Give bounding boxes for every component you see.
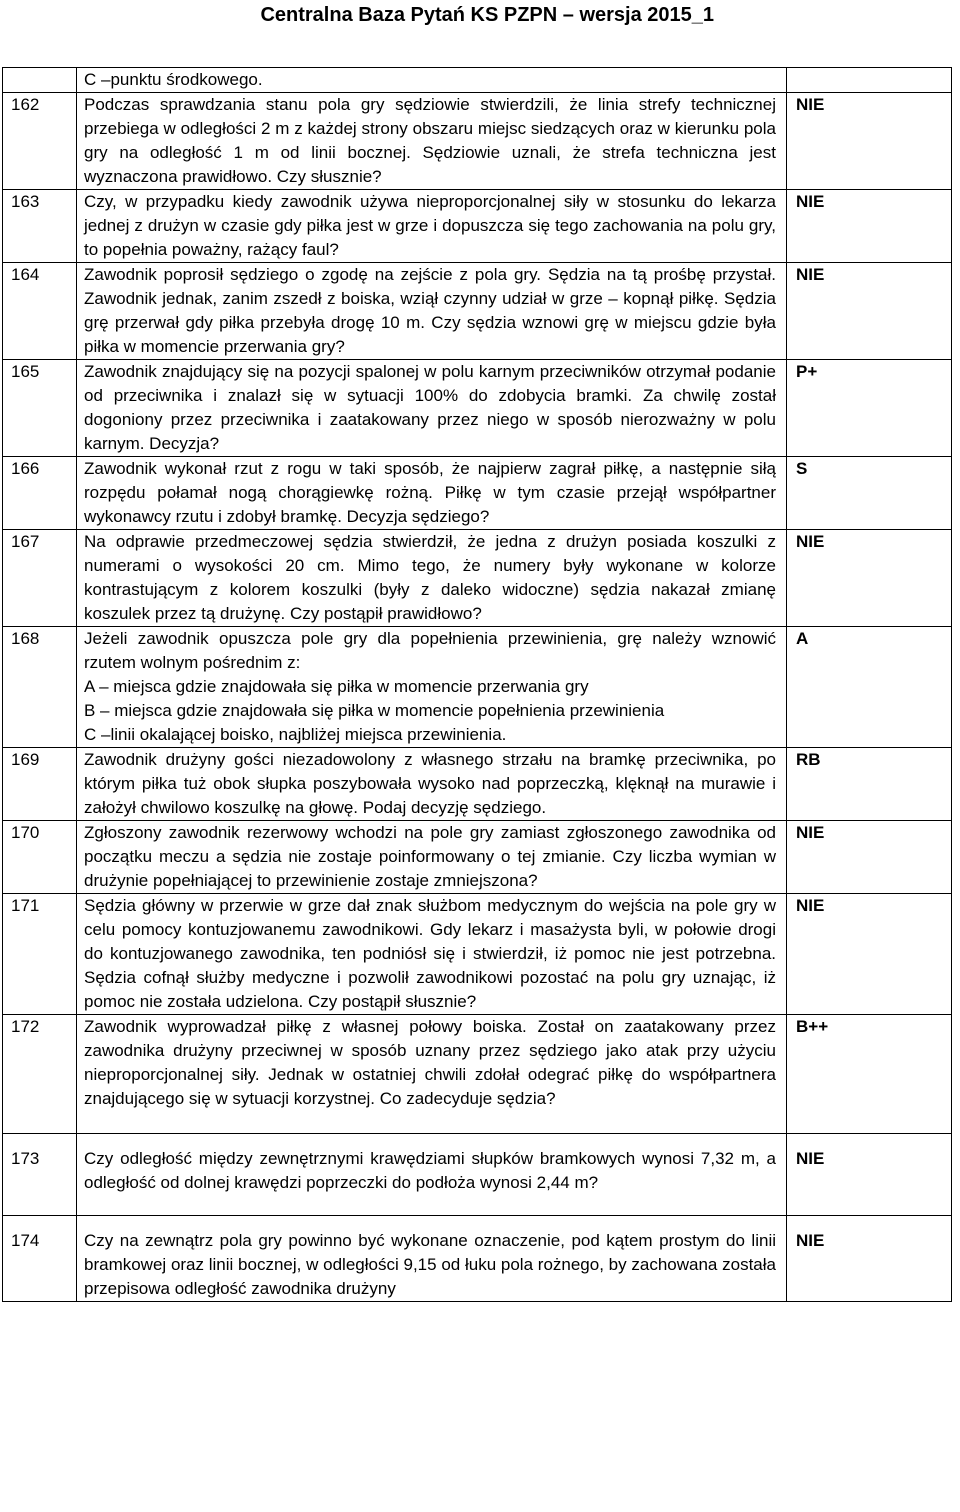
question-text: Czy na zewnątrz pola gry powinno być wykonane oznaczenie, pod kątem prostym do linii bramkowej oraz linii bocznej, w odległości 9,15 od łuku pola rożnego, by zachowana została przepisowa odległość zawodnika drużyny (77, 1216, 787, 1302)
question-text: Zawodnik drużyny gości niezadowolony z własnego strzału na bramkę przeciwnika, po którym piłka tuż obok słupka poszybowała wysoko nad poprzeczką, klęknął na murawie i założył chwilowo koszulkę na głowę. Podaj decyzję sędziego. (77, 748, 787, 821)
question-number: 166 (3, 457, 77, 530)
question-answer: NIE (787, 821, 952, 894)
table-row (3, 263, 952, 360)
question-answer: NIE (787, 530, 952, 627)
table-row (3, 530, 952, 627)
table-row (3, 1134, 952, 1216)
question-text: Zawodnik wykonał rzut z rogu w taki sposób, że najpierw zagrał piłkę, a następnie siłą rozpędu połamał nogą chorągiewkę rożną. Piłkę w tym czasie przejął współpartner wykonawcy rzutu i zdobył bramkę. Decyzja sędziego? (77, 457, 787, 530)
question-text: Zawodnik poprosił sędziego o zgodę na zejście z pola gry. Sędzia na tą prośbę przystał. Zawodnik jednak, zanim zszedł z boiska, wziął czynny udział w grze – kopnął piłkę. Sędzia grę przerwał gdy piłka przebyła drogę 10 m. Czy sędzia wznowi grę w miejscu gdzie była piłka w momencie przerwania gry? (77, 263, 787, 360)
questions-table (2, 67, 952, 1302)
question-answer: NIE (787, 1216, 952, 1302)
question-number: 174 (3, 1216, 77, 1302)
question-text: Podczas sprawdzania stanu pola gry sędziowie stwierdzili, że linia strefy technicznej przebiega w odległości 2 m z każdej strony obszaru miejsc siedzących oraz w kierunku pola gry na odległość 1 m od linii bocznej. Sędziowie uznali, że strefa techniczna jest wyznaczona prawidłowo. Czy słusznie? (77, 93, 787, 190)
page-header: Centralna Baza Pytań KS PZPN – wersja 2015_1 (260, 4, 714, 26)
table-row (3, 821, 952, 894)
table-row (3, 748, 952, 821)
question-answer: NIE (787, 93, 952, 190)
question-answer: S (787, 457, 952, 530)
question-text: Czy, w przypadku kiedy zawodnik używa nieproporcjonalnej siły w stosunku do lekarza jednej z drużyn w czasie gdy piłka jest w grze i dopuszcza się tego zachowania na polu gry, to popełnia poważny, rażący faul? (77, 190, 787, 263)
question-text: Sędzia główny w przerwie w grze dał znak służbom medycznym do wejścia na pole gry w celu pomocy kontuzjowanemu zawodnikowi. Gdy lekarz i masażysta byli, w połowie drogi do kontuzjowanego zawodnika, ten podniósł się i stwierdził, iż pomoc nie jest potrzebna. Sędzia cofnął służby medyczne i pozwolił zawodnikowi pozostać na polu gry uznając, iż pomoc nie została udzielona. Czy postąpił słusznie? (77, 894, 787, 1015)
question-answer: RB (787, 748, 952, 821)
continuation-text: C –punktu środkowego. (77, 68, 787, 93)
table-row (3, 627, 952, 748)
question-number: 172 (3, 1015, 77, 1134)
question-answer: NIE (787, 190, 952, 263)
question-number: 164 (3, 263, 77, 360)
question-text: Zawodnik znajdujący się na pozycji spalonej w polu karnym przeciwników otrzymał podanie od przeciwnika i znalazł się w sytuacji 100% do zdobycia bramki. Za chwilę został dogoniony przez przeciwnika i zaatakowany przez niego w sposób nierozważny w polu karnym. Decyzja? (77, 360, 787, 457)
question-text: Jeżeli zawodnik opuszcza pole gry dla popełnienia przewinienia, grę należy wznowić rzutem wolnym pośrednim z: A – miejsca gdzie znajdowała się piłka w momencie przerwania gry B – miejsca gdzie znajdowała się piłka w momencie popełnienia przewinienia C –linii okalającej boisko, najbliżej miejsca przewinienia. (77, 627, 787, 748)
table-row (3, 457, 952, 530)
question-text: Na odprawie przedmeczowej sędzia stwierdził, że jedna z drużyn posiada koszulki z numerami o wysokości 20 cm. Mimo tego, że numery były wykonane w kolorze kontrastującym z kolorem koszulki (były z daleko widoczne) sędzia nakazał zmianę koszulek przez tą drużynę. Czy postąpił prawidłowo? (77, 530, 787, 627)
question-number: 170 (3, 821, 77, 894)
question-text: Czy odległość między zewnętrznymi krawędziami słupków bramkowych wynosi 7,32 m, a odległość od dolnej krawędzi poprzeczki do podłoża wynosi 2,44 m? (77, 1134, 787, 1216)
table-row (3, 1015, 952, 1134)
question-number: 165 (3, 360, 77, 457)
question-number: 171 (3, 894, 77, 1015)
question-text: Zawodnik wyprowadzał piłkę z własnej połowy boiska. Został on zaatakowany przez zawodnika drużyny przeciwnej w sposób uznany przez sędziego jako atak przy użyciu nieproporcjonalnej siły. Jednak w ostatniej chwili zdołał odegrać piłkę do współpartnera znajdującego się w sytuacji korzystnej. Co zadecyduje sędzia? (77, 1015, 787, 1134)
table-row (3, 360, 952, 457)
question-answer: NIE (787, 894, 952, 1015)
question-number: 163 (3, 190, 77, 263)
question-number: 169 (3, 748, 77, 821)
question-number: 162 (3, 93, 77, 190)
question-answer: B++ (787, 1015, 952, 1134)
table-row (3, 93, 952, 190)
question-number: 173 (3, 1134, 77, 1216)
question-answer: A (787, 627, 952, 748)
table-row (3, 190, 952, 263)
table-row (3, 1216, 952, 1302)
question-answer: NIE (787, 1134, 952, 1216)
question-number: 168 (3, 627, 77, 748)
question-answer: NIE (787, 263, 952, 360)
question-number: 167 (3, 530, 77, 627)
question-answer: P+ (787, 360, 952, 457)
table-row (3, 68, 952, 93)
table-row (3, 894, 952, 1015)
question-text: Zgłoszony zawodnik rezerwowy wchodzi na pole gry zamiast zgłoszonego zawodnika od początku meczu a sędzia nie zostaje poinformowany o tej zmianie. Czy liczba wymian w drużynie popełniającej to przewinienie zostaje zmniejszona? (77, 821, 787, 894)
